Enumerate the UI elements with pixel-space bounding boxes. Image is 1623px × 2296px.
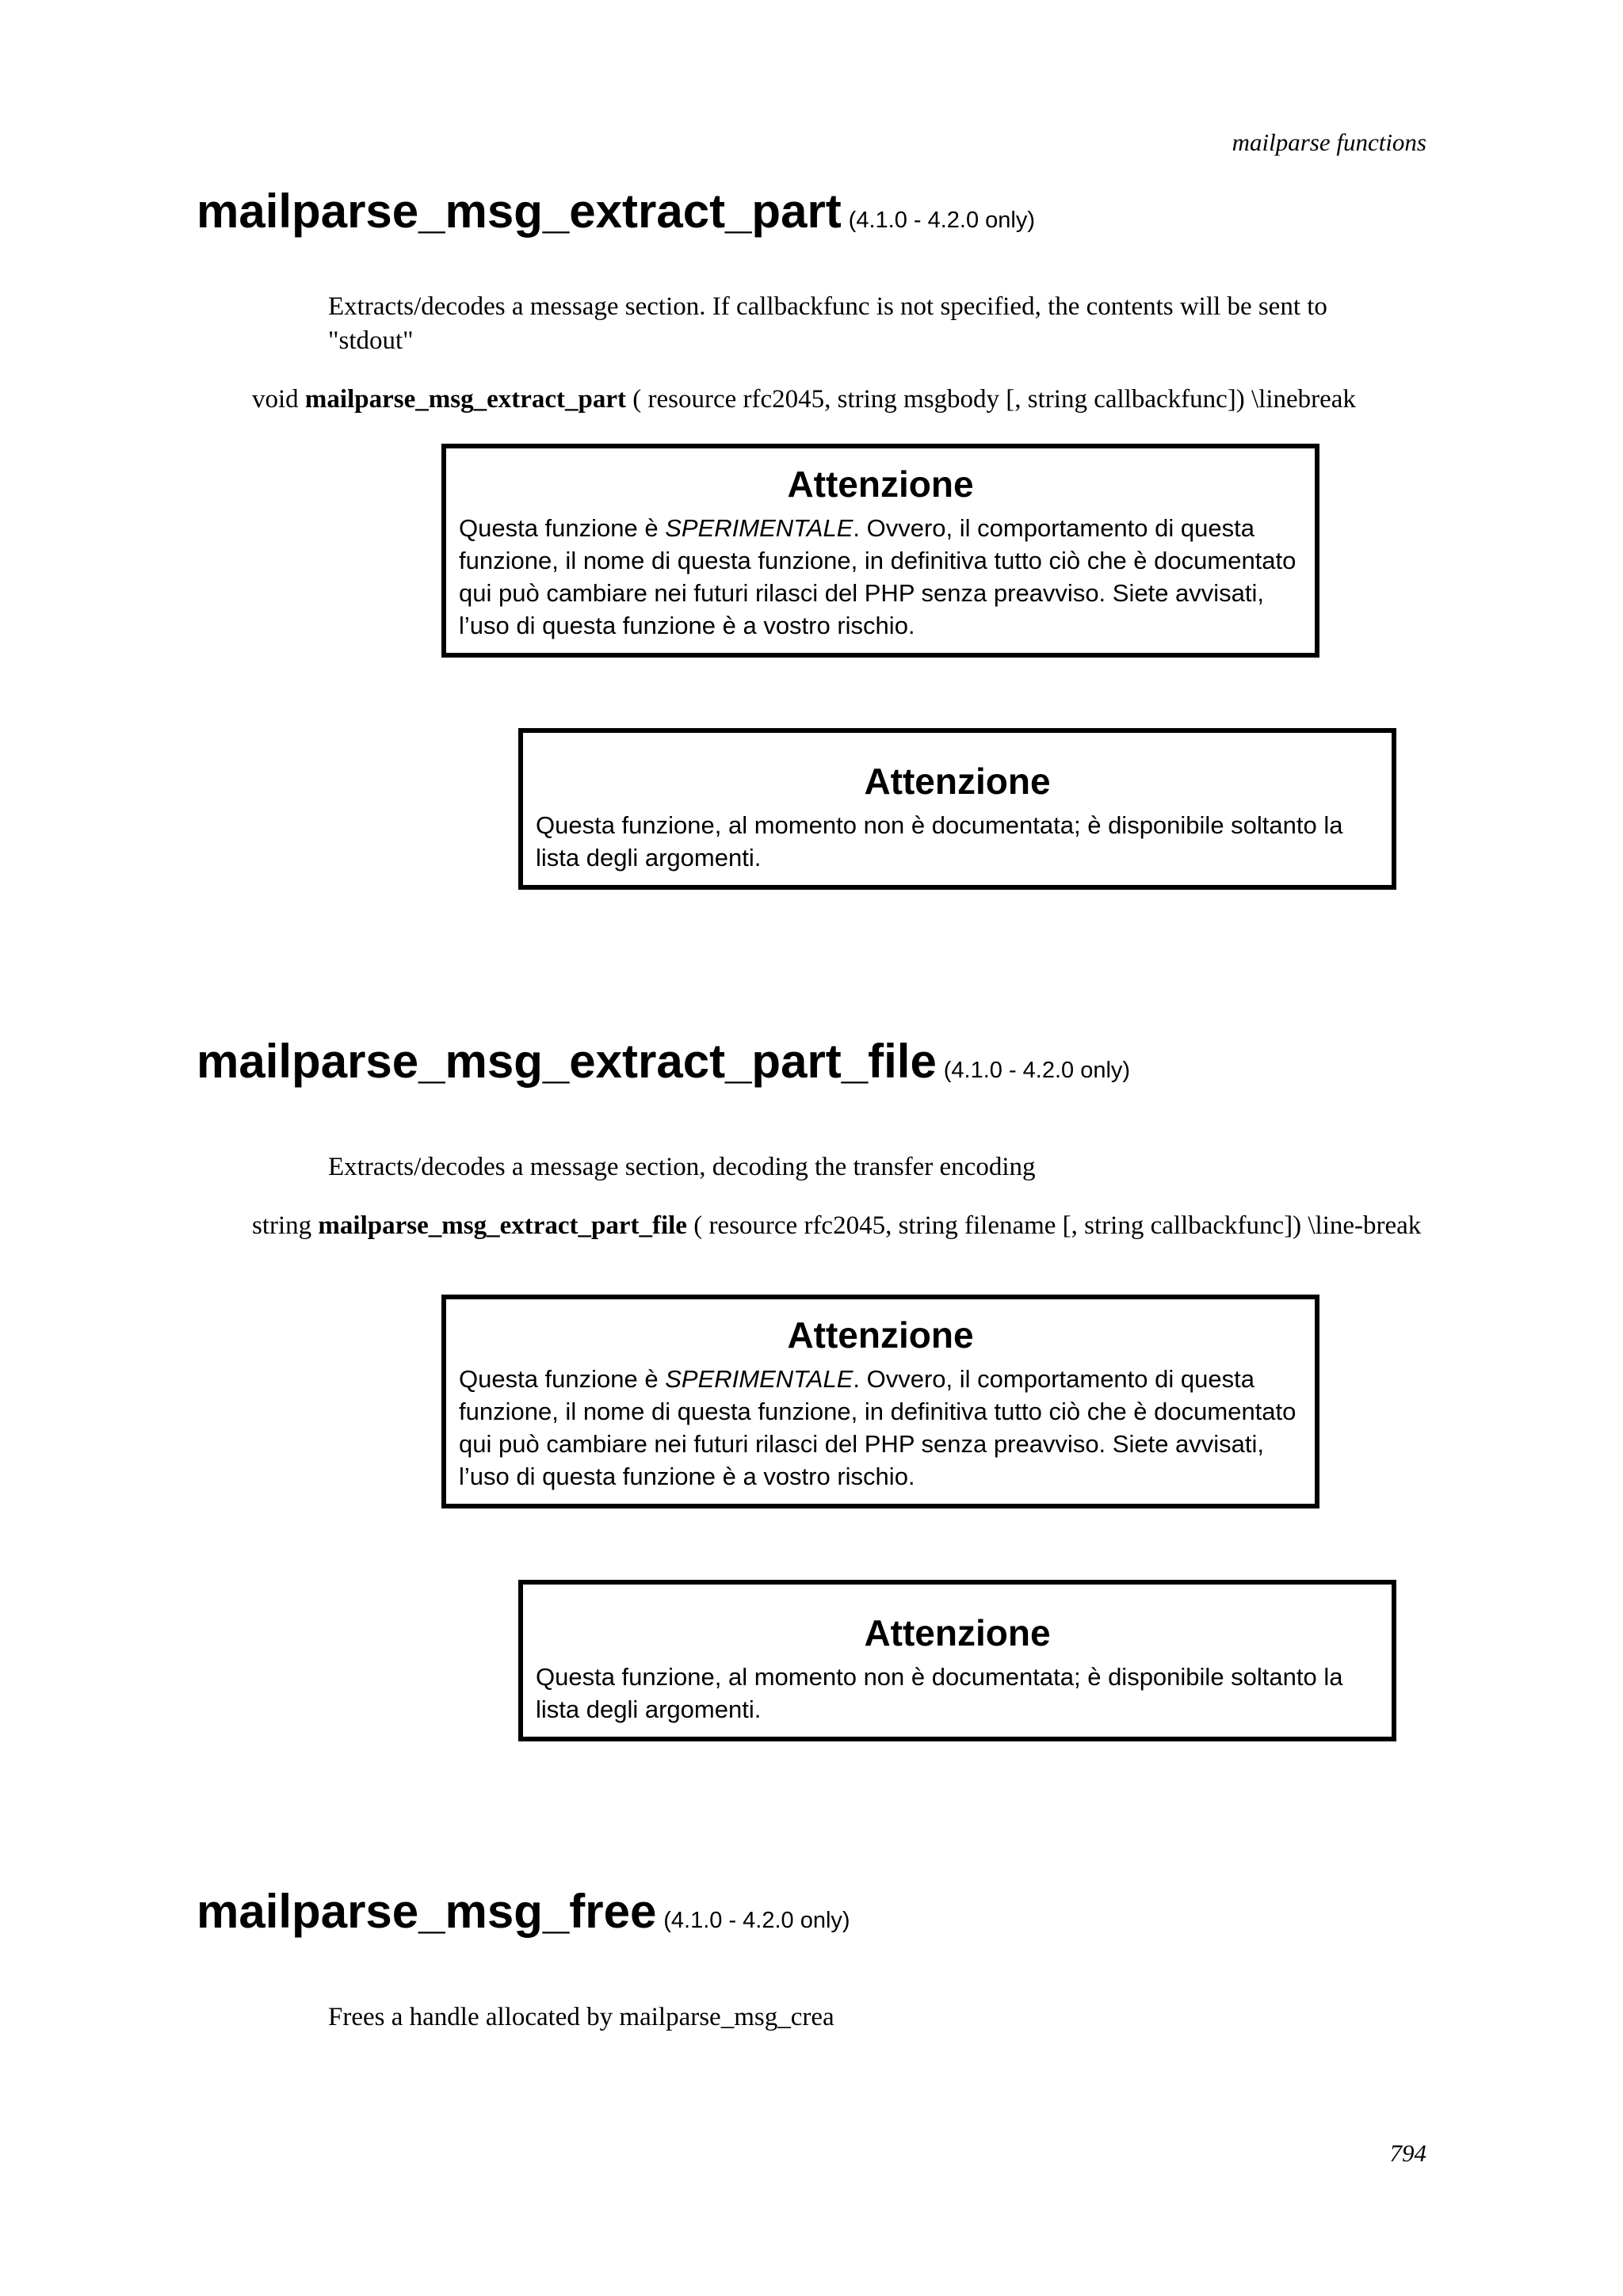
function-description: Extracts/decodes a message section. If callbackfunc is not specified, the contents will be sent to "stdout" xyxy=(328,292,1327,355)
signature-function-name: mailparse_msg_extract_part xyxy=(304,385,626,414)
function-name: mailparse_msg_free xyxy=(197,1885,657,1938)
function-description: Frees a handle allocated by mailparse_msg_crea xyxy=(328,2003,834,2031)
version-note: (4.1.0 - 4.2.0 only) xyxy=(663,1908,850,1933)
warning-title: Attenzione xyxy=(787,1314,974,1356)
warning-text-end: . Ovvero, il comportamento di questa funzione, il nome di questa funzione, in definitiva tutto ciò che è documentato qui può cambiare nei futuri rilasci del PHP senza preavviso. Siete avvisati, l’uso di questa funzione è a vostro rischio. xyxy=(459,1365,1296,1490)
section-title xyxy=(197,1884,850,1939)
warning-text: Questa funzione, al momento non è documentata; è disponibile soltanto la lista degli argomenti. xyxy=(536,811,1343,871)
signature-function-name: mailparse_msg_extract_part_file xyxy=(318,1211,687,1240)
warning-text-end: . Ovvero, il comportamento di questa funzione, il nome di questa funzione, in definitiva tutto ciò che è documentato qui può cambiare nei futuri rilasci del PHP senza preavviso. Siete avvisati, l’uso di questa funzione è a vostro rischio. xyxy=(459,514,1296,639)
return-type: void xyxy=(252,385,299,414)
function-signature xyxy=(197,1209,1423,1243)
signature-params: ( resource rfc2045, string msgbody [, string callbackfunc]) \linebreak xyxy=(632,385,1356,414)
function-name: mailparse_msg_extract_part xyxy=(197,185,842,238)
version-note: (4.1.0 - 4.2.0 only) xyxy=(848,208,1036,233)
function-signature xyxy=(197,383,1423,417)
warning-title: Attenzione xyxy=(864,761,1051,802)
warning-title: Attenzione xyxy=(864,1612,1051,1653)
experimental-warning-box xyxy=(441,444,1319,658)
warning-emphasis: SPERIMENTALE xyxy=(665,514,854,542)
function-name: mailparse_msg_extract_part_file xyxy=(197,1035,937,1088)
warning-text xyxy=(459,1363,1302,1493)
warning-text xyxy=(459,512,1302,642)
page-number: 794 xyxy=(1389,2139,1426,2167)
function-description: Extracts/decodes a message section, decoding the transfer encoding xyxy=(328,1153,1036,1181)
warning-text-start: Questa funzione è xyxy=(459,514,666,542)
warning-text-start: Questa funzione è xyxy=(459,1365,666,1393)
warning-title: Attenzione xyxy=(787,463,974,505)
running-header: mailparse functions xyxy=(1232,128,1426,156)
section-title xyxy=(197,184,1035,238)
warning-text: Questa funzione, al momento non è documentata; è disponibile soltanto la lista degli argomenti. xyxy=(536,1663,1343,1723)
signature-params: ( resource rfc2045, string filename [, string callbackfunc]) \line-break xyxy=(693,1211,1422,1240)
undocumented-warning-box xyxy=(518,728,1396,890)
version-note: (4.1.0 - 4.2.0 only) xyxy=(943,1058,1131,1083)
section-title xyxy=(197,1034,1130,1089)
warning-emphasis: SPERIMENTALE xyxy=(665,1365,854,1393)
undocumented-warning-box xyxy=(518,1580,1396,1741)
return-type: string xyxy=(252,1211,312,1240)
experimental-warning-box xyxy=(441,1295,1319,1508)
